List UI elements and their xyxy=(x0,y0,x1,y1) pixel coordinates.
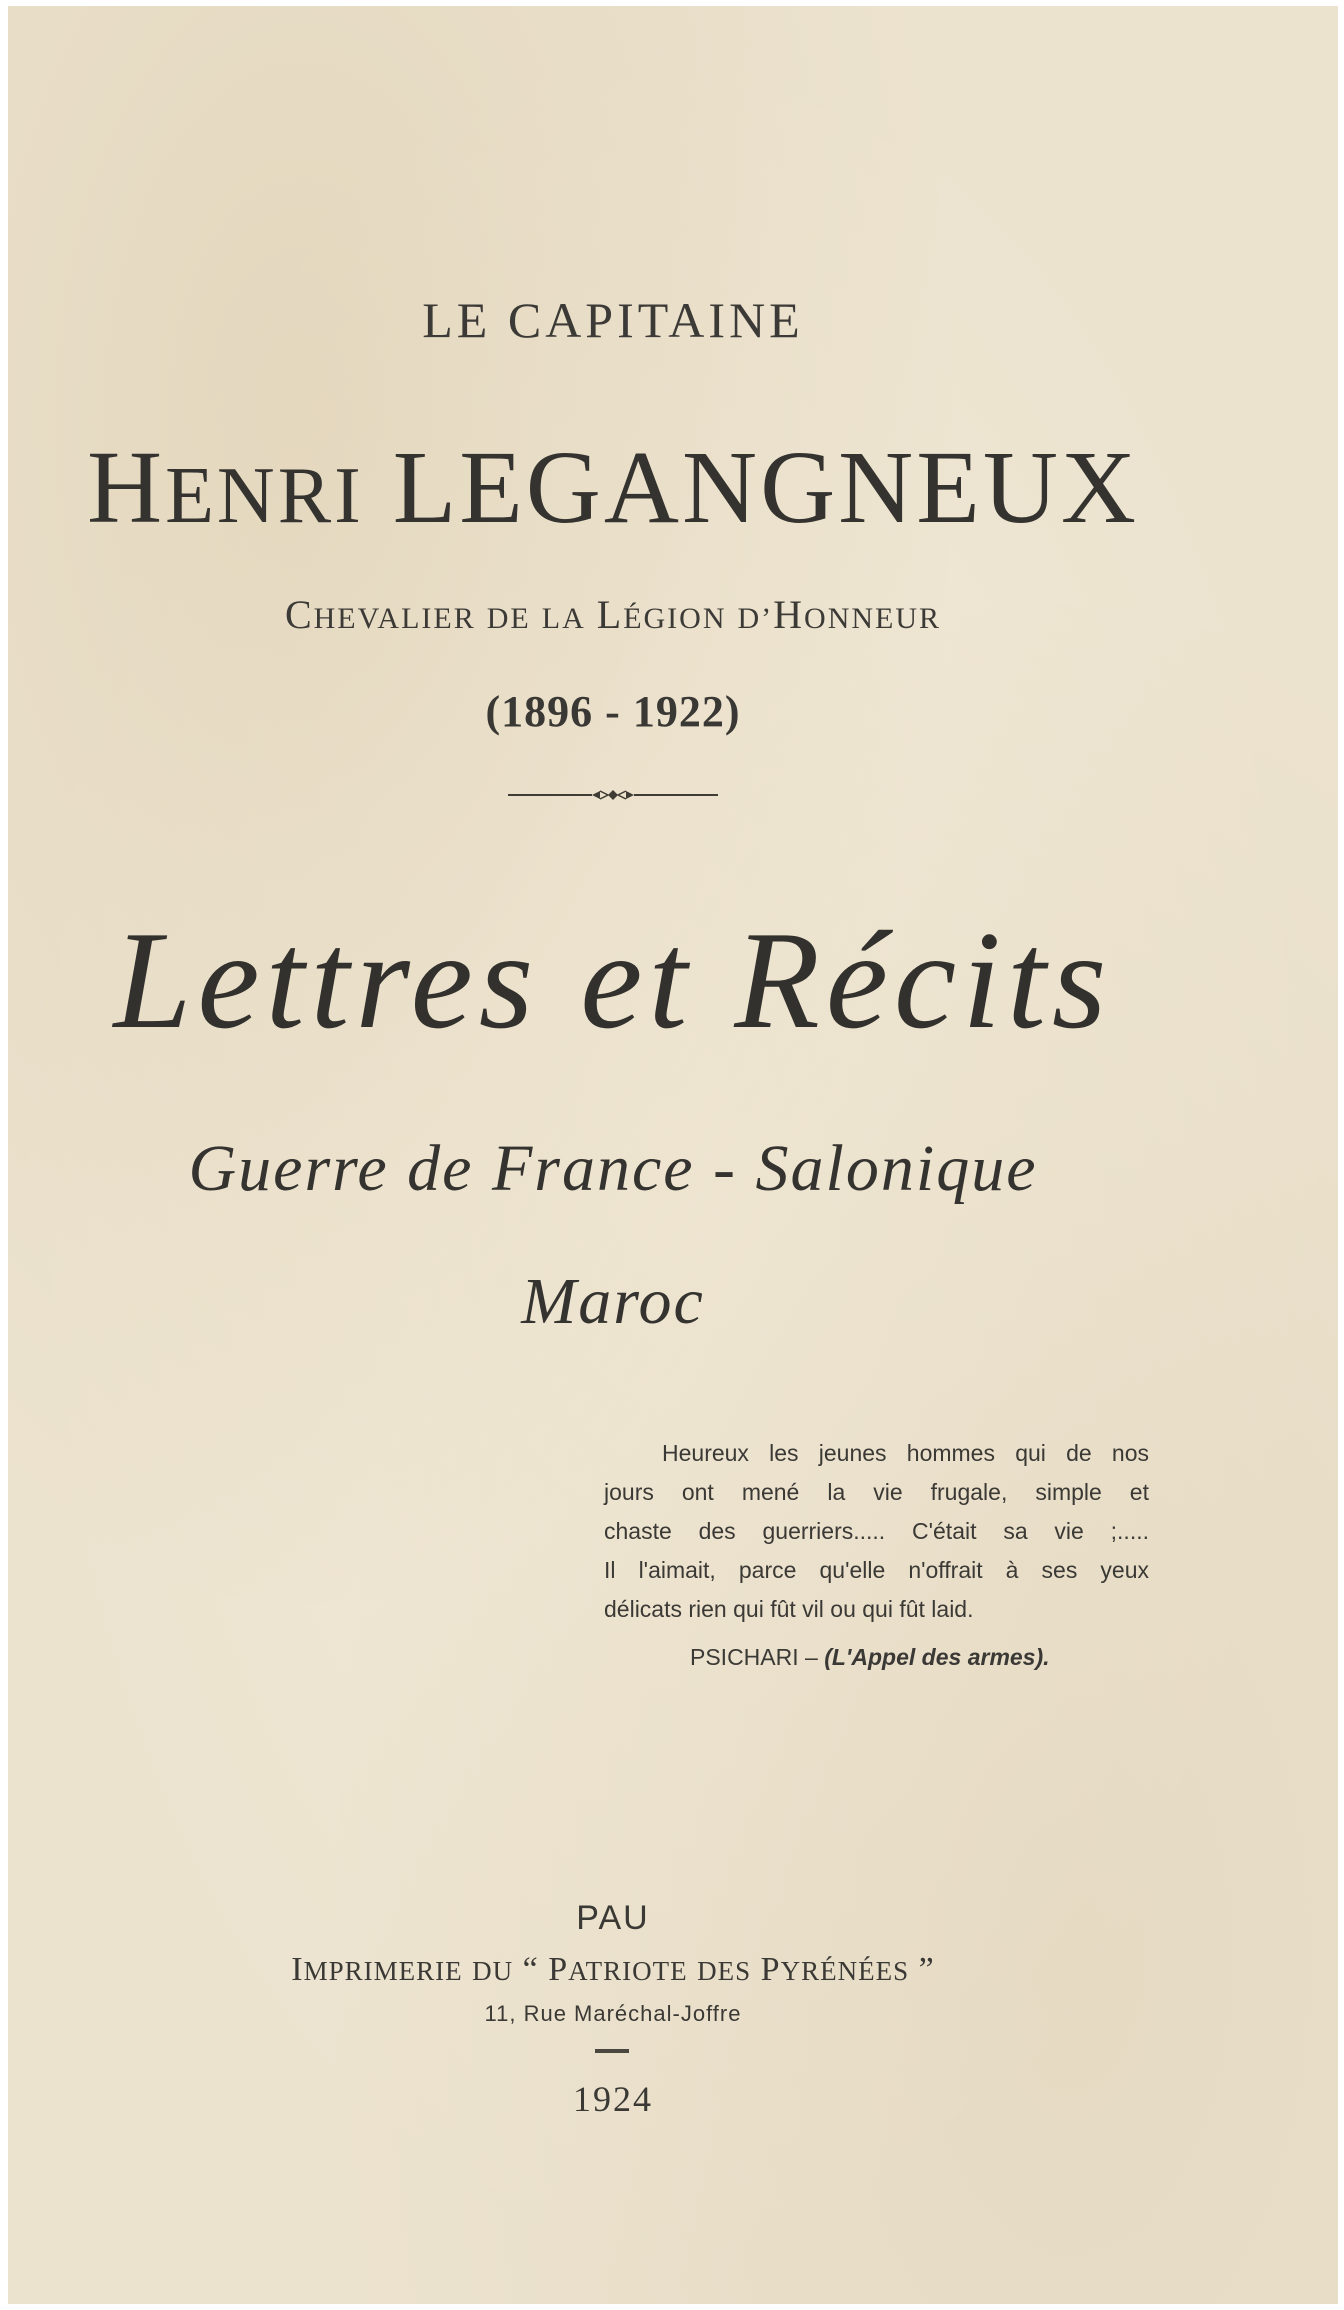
honor-word-1-rest: HEVALIER xyxy=(313,602,476,635)
epigraph-line: délicats rien qui fût vil ou qui fût laid. xyxy=(604,1596,974,1622)
printer-word-4: DES xyxy=(697,1956,752,1986)
printer-word-3-rest: ATRIOTE xyxy=(568,1956,688,1986)
honor-word-1-initial: C xyxy=(284,592,314,637)
imprint-rule xyxy=(595,2049,629,2053)
printer-close-quote: ” xyxy=(909,1951,935,1988)
pre-title: LE CAPITAINE xyxy=(422,292,804,348)
printer-word-5-rest: YRÉNÉES xyxy=(780,1956,910,1986)
printer-word-3-initial: P xyxy=(548,1951,569,1988)
epigraph-work: (L'Appel des armes). xyxy=(824,1644,1050,1670)
first-name-initial: H xyxy=(86,430,166,545)
printer-open-quote: “ xyxy=(522,1951,549,1988)
printer-word-1-rest: MPRIMERIE xyxy=(303,1956,463,1986)
author-name xyxy=(8,430,1218,545)
imprint-address: 11, Rue Maréchal-Joffre xyxy=(484,2001,742,2026)
imprint-year: 1924 xyxy=(573,2079,653,2119)
epigraph-line: Heureux les jeunes hommes qui de nos xyxy=(662,1440,1149,1466)
first-name-rest: ENRI xyxy=(165,452,364,540)
printer-word-2: DU xyxy=(472,1956,514,1986)
printer-word-5-initial: P xyxy=(760,1951,781,1988)
epigraph-separator: – xyxy=(805,1644,818,1670)
last-name: LEGANGNEUX xyxy=(392,430,1140,545)
imprint-city: PAU xyxy=(576,1899,650,1937)
subtitle-line-2: Maroc xyxy=(521,1265,705,1338)
epigraph-line: Il l'aimait, parce qu'elle n'offrait à ses yeux xyxy=(604,1557,1149,1583)
epigraph-line: chaste des guerriers..... C'était sa vie ;..... xyxy=(604,1518,1149,1544)
honor-word-4-rest: ÉGION xyxy=(623,602,727,635)
honor-word-5-initial: H xyxy=(773,592,805,637)
honor-word-5-prefix: D’ xyxy=(737,602,774,635)
epigraph-author: PSICHARI xyxy=(690,1644,799,1670)
honor-line xyxy=(8,591,1218,638)
printer-word-1-initial: I xyxy=(291,1951,304,1988)
main-title: Lettres et Récits xyxy=(113,903,1113,1058)
ornament-divider-icon xyxy=(508,788,718,802)
life-dates: (1896 - 1922) xyxy=(485,687,741,736)
honor-word-5-rest: ONNEUR xyxy=(804,602,942,635)
epigraph-line: jours ont mené la vie frugale, simple et xyxy=(604,1479,1149,1505)
honor-word-3: LA xyxy=(541,602,586,635)
imprint-printer xyxy=(8,1951,1218,1989)
subtitle-line-1: Guerre de France - Salonique xyxy=(188,1132,1038,1205)
epigraph-attribution xyxy=(690,1644,1050,1671)
epigraph xyxy=(604,1434,1149,1629)
honor-word-2: DE xyxy=(486,602,531,635)
title-page xyxy=(8,6,1338,2304)
honor-word-4-initial: L xyxy=(596,592,624,637)
